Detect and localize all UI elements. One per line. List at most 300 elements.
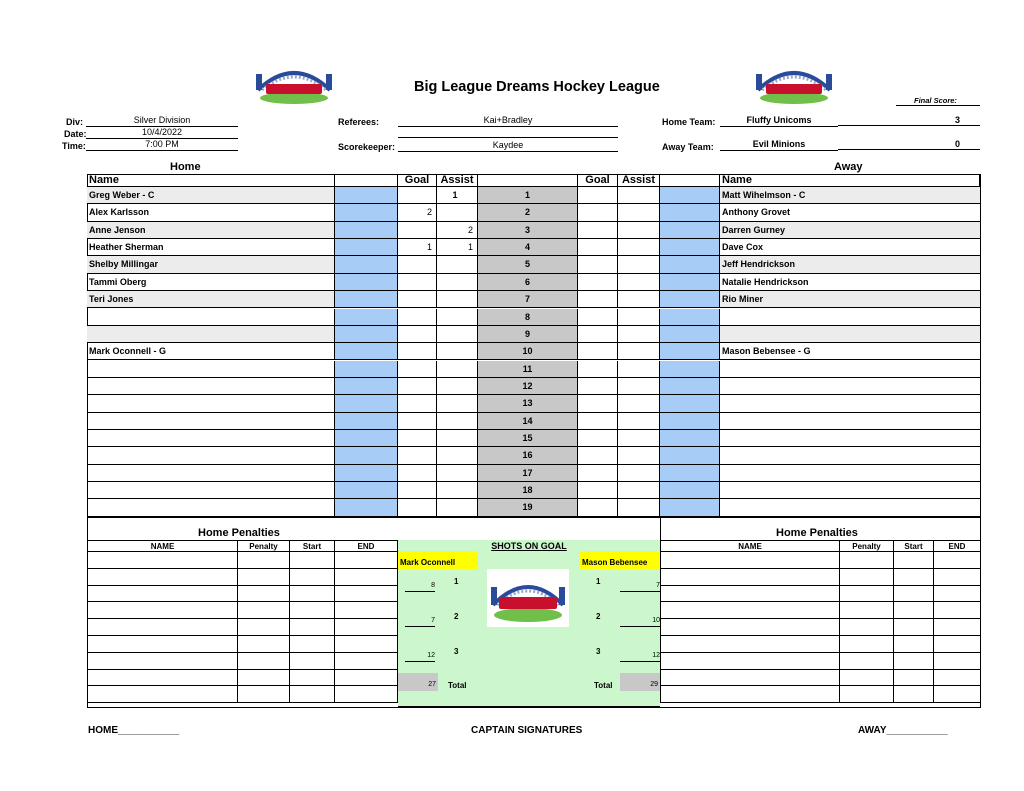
home-period-label: 3 (454, 647, 459, 656)
page-title: Big League Dreams Hockey League (414, 79, 660, 95)
player-number: 17 (478, 465, 578, 482)
home-player-name (87, 378, 335, 395)
away-blue-cell (660, 204, 720, 221)
away-team-value: Evil Minions (720, 139, 838, 151)
home-goal-value (398, 309, 437, 326)
left-penalty-cell (290, 670, 335, 687)
player-number: 6 (478, 274, 578, 291)
away-blue-cell (660, 274, 720, 291)
right-penalty-cell (934, 636, 981, 653)
home-goal-value (398, 187, 437, 204)
home-assist-value (437, 361, 478, 378)
right-penalty-cell (894, 636, 934, 653)
right-penalty-cell (934, 602, 981, 619)
player-number: 1 (478, 187, 578, 204)
home-player-name: Anne Jenson (87, 222, 335, 239)
player-number: 3 (478, 222, 578, 239)
home-assist-value (437, 326, 478, 343)
left-penalty-cell (238, 653, 290, 670)
home-blue-cell (335, 343, 398, 360)
left-penalty-cell (290, 619, 335, 636)
away-assist-value (618, 447, 660, 464)
home-goal-value: 2 (398, 204, 437, 221)
home-assist-value (437, 291, 478, 308)
number-header (478, 174, 578, 187)
league-logo-right (752, 60, 836, 106)
away-goal-value (578, 204, 618, 221)
left-penalty-cell (87, 552, 238, 569)
right-penalty-header-0: NAME (660, 540, 840, 552)
away-total-label: Total (594, 681, 613, 690)
home-blue-cell (335, 378, 398, 395)
home-assist-value (437, 430, 478, 447)
player-number: 16 (478, 447, 578, 464)
div-value: Silver Division (86, 115, 238, 127)
league-logo-left (252, 60, 336, 106)
away-player-name: Jeff Hendrickson (720, 256, 981, 273)
right-penalty-cell (840, 653, 894, 670)
left-penalty-cell (238, 670, 290, 687)
away-player-name (720, 499, 981, 516)
right-penalty-cell (840, 569, 894, 586)
home-goal-value (398, 378, 437, 395)
right-penalty-cell (840, 670, 894, 687)
away-goal-value (578, 465, 618, 482)
referees-label: Referees: (338, 117, 380, 127)
away-player-name: Natalie Hendrickson (720, 274, 981, 291)
home-goal-value (398, 499, 437, 516)
home-goal-value (398, 447, 437, 464)
home-player-name: Tammi Oberg (87, 274, 335, 291)
away-blue-cell (660, 239, 720, 256)
home-blue-cell (335, 309, 398, 326)
left-penalty-cell (335, 653, 398, 670)
home-blue-cell (335, 413, 398, 430)
home-team-value: Fluffy Unicoms (720, 115, 838, 127)
home-shots-total: 27 (398, 673, 438, 691)
home-player-name (87, 430, 335, 447)
home-blue-cell (335, 204, 398, 221)
away-goal-value (578, 395, 618, 412)
home-blue-cell (335, 222, 398, 239)
home-assist-value: 2 (437, 222, 478, 239)
away-player-name: Mason Bebensee - G (720, 343, 981, 360)
shots-logo (487, 569, 569, 627)
home-goal-value (398, 256, 437, 273)
referees-value: Kai+Bradley (398, 115, 618, 127)
left-penalty-cell (87, 569, 238, 586)
right-penalty-cell (894, 602, 934, 619)
away-blue-cell (660, 395, 720, 412)
home-assist-value (437, 465, 478, 482)
away-shots-total: 29 (620, 673, 660, 691)
right-penalty-cell (894, 670, 934, 687)
right-penalty-cell (660, 686, 840, 703)
home-player-name (87, 395, 335, 412)
away-player-name: Dave Cox (720, 239, 981, 256)
captain-signatures-label: CAPTAIN SIGNATURES (471, 725, 583, 736)
away-blue-cell (660, 499, 720, 516)
away-player-name: Rio Miner (720, 291, 981, 308)
away-period-label: 3 (596, 647, 601, 656)
player-number: 11 (478, 361, 578, 378)
away-goal-value (578, 291, 618, 308)
left-penalty-cell (238, 552, 290, 569)
right-penalty-cell (934, 653, 981, 670)
left-penalty-cell (335, 636, 398, 653)
away-player-name (720, 465, 981, 482)
away-player-name: Anthony Grovet (720, 204, 981, 221)
home-player-name: Teri Jones (87, 291, 335, 308)
home-player-name (87, 413, 335, 430)
home-player-name: Heather Sherman (87, 239, 335, 256)
away-player-name: Matt Wihelmson - C (720, 187, 981, 204)
player-number: 18 (478, 482, 578, 499)
left-penalty-cell (335, 670, 398, 687)
right-penalty-cell (894, 552, 934, 569)
left-penalty-header-1: Penalty (238, 540, 290, 552)
home-assist-value (437, 395, 478, 412)
away-blue-cell (660, 343, 720, 360)
home-assist-value (437, 378, 478, 395)
player-number: 7 (478, 291, 578, 308)
left-penalty-cell (335, 552, 398, 569)
right-penalty-header-3: END (934, 540, 981, 552)
home-blue-cell (335, 187, 398, 204)
away-player-name (720, 361, 981, 378)
away-goal-value (578, 378, 618, 395)
right-penalty-cell (934, 619, 981, 636)
left-penalty-header-0: NAME (87, 540, 238, 552)
away-player-name (720, 309, 981, 326)
time-value: 7:00 PM (86, 139, 238, 151)
away-shots-value: 7 (620, 581, 660, 592)
away-goal-value (578, 309, 618, 326)
home-assist-value: 1 (437, 187, 478, 204)
left-penalty-cell (87, 636, 238, 653)
right-penalty-cell (894, 619, 934, 636)
away-goal-value (578, 256, 618, 273)
left-penalty-header-2: Start (290, 540, 335, 552)
right-penalty-cell (840, 686, 894, 703)
away-player-name: Darren Gurney (720, 222, 981, 239)
home-period-label: 1 (454, 577, 459, 586)
right-penalty-header-1: Penalty (840, 540, 894, 552)
home-name-header: Name (87, 174, 335, 187)
left-penalty-cell (87, 686, 238, 703)
away-assist-value (618, 430, 660, 447)
right-penalty-cell (840, 636, 894, 653)
player-number: 12 (478, 378, 578, 395)
away-assist-value (618, 465, 660, 482)
right-penalty-cell (894, 569, 934, 586)
home-blue-cell (335, 239, 398, 256)
player-number: 4 (478, 239, 578, 256)
home-goal-value (398, 274, 437, 291)
player-number: 5 (478, 256, 578, 273)
home-assist-value (437, 274, 478, 291)
left-penalty-cell (290, 602, 335, 619)
player-number: 15 (478, 430, 578, 447)
away-name-header: Name (720, 174, 980, 187)
home-penalties-title-right: Home Penalties (776, 527, 858, 539)
right-penalty-cell (894, 686, 934, 703)
home-blue-cell (335, 274, 398, 291)
home-shots-value: 8 (405, 581, 435, 592)
away-assist-header: Assist (618, 174, 660, 187)
home-period-label: 2 (454, 612, 459, 621)
away-goal-value (578, 222, 618, 239)
home-goal-value (398, 395, 437, 412)
away-blue-cell (660, 222, 720, 239)
div-label: Div: (66, 117, 84, 127)
final-score-label: Final Score: (914, 96, 957, 105)
right-penalty-cell (934, 586, 981, 603)
left-penalty-cell (238, 619, 290, 636)
home-blue-cell (335, 326, 398, 343)
time-label: Time: (62, 141, 86, 151)
home-goal-value (398, 222, 437, 239)
away-assist-value (618, 204, 660, 221)
away-assist-value (618, 361, 660, 378)
away-blue-cell (660, 430, 720, 447)
away-goal-value (578, 326, 618, 343)
away-goal-value (578, 447, 618, 464)
away-assist-value (618, 187, 660, 204)
home-goal-value (398, 291, 437, 308)
left-penalty-cell (290, 653, 335, 670)
home-player-name (87, 465, 335, 482)
away-goal-value (578, 187, 618, 204)
player-number: 13 (478, 395, 578, 412)
away-blue-cell (660, 482, 720, 499)
home-blue-cell (335, 430, 398, 447)
right-penalty-cell (894, 653, 934, 670)
away-player-name (720, 326, 981, 343)
right-penalty-header-2: Start (894, 540, 934, 552)
away-shots-value: 10 (620, 616, 660, 627)
shots-title: SHOTS ON GOAL (491, 541, 567, 551)
home-shots-value: 7 (405, 616, 435, 627)
left-penalty-cell (87, 619, 238, 636)
home-goal-value: 1 (398, 239, 437, 256)
away-player-name (720, 447, 981, 464)
away-assist-value (618, 291, 660, 308)
home-blue-cell (335, 482, 398, 499)
left-penalty-cell (87, 586, 238, 603)
home-blue-cell (335, 447, 398, 464)
left-penalty-cell (87, 602, 238, 619)
right-penalty-cell (660, 670, 840, 687)
away-assist-value (618, 274, 660, 291)
away-assist-value (618, 378, 660, 395)
left-penalty-cell (335, 586, 398, 603)
right-penalty-cell (894, 586, 934, 603)
right-penalty-cell (660, 586, 840, 603)
away-assist-value (618, 239, 660, 256)
away-assist-value (618, 222, 660, 239)
right-penalty-cell (934, 670, 981, 687)
home-blue-cell (335, 361, 398, 378)
home-goalie-name: Mark Oconnell (398, 551, 478, 569)
player-number: 10 (478, 343, 578, 360)
home-goal-value (398, 343, 437, 360)
left-penalty-cell (290, 586, 335, 603)
right-penalty-cell (934, 552, 981, 569)
right-penalty-cell (934, 569, 981, 586)
home-blue-cell (335, 499, 398, 516)
away-assist-value (618, 499, 660, 516)
away-assist-value (618, 413, 660, 430)
home-shots-value: 12 (405, 651, 435, 662)
away-blue-cell (660, 378, 720, 395)
home-player-name (87, 309, 335, 326)
home-goal-value (398, 413, 437, 430)
right-penalty-cell (660, 619, 840, 636)
home-signature: HOME___________ (88, 725, 180, 736)
home-goal-value (398, 361, 437, 378)
home-roster-title: Home (170, 161, 201, 173)
home-assist-header: Assist (437, 174, 478, 187)
home-goal-header: Goal (398, 174, 437, 187)
right-penalty-cell (660, 569, 840, 586)
left-penalty-cell (238, 569, 290, 586)
left-penalty-cell (87, 670, 238, 687)
away-shots-value: 12 (620, 651, 660, 662)
penalty-divider (660, 518, 661, 540)
left-penalty-cell (335, 619, 398, 636)
home-blank-header (335, 174, 398, 187)
home-blue-cell (335, 395, 398, 412)
away-goal-header: Goal (578, 174, 618, 187)
away-blue-cell (660, 465, 720, 482)
player-number: 14 (478, 413, 578, 430)
away-blue-cell (660, 309, 720, 326)
away-score: 0 (838, 139, 980, 150)
away-goal-value (578, 343, 618, 360)
right-penalty-cell (934, 686, 981, 703)
scorekeeper-label: Scorekeeper: (338, 142, 396, 152)
home-assist-value (437, 204, 478, 221)
left-penalty-cell (290, 569, 335, 586)
away-blue-cell (660, 326, 720, 343)
home-penalties-title-left: Home Penalties (198, 527, 280, 539)
home-assist-value (437, 447, 478, 464)
home-player-name (87, 499, 335, 516)
away-period-label: 1 (596, 577, 601, 586)
home-assist-value (437, 309, 478, 326)
away-period-label: 2 (596, 612, 601, 621)
away-signature: AWAY___________ (858, 725, 948, 736)
right-penalty-cell (660, 653, 840, 670)
scorekeeper-value: Kaydee (398, 140, 618, 152)
home-assist-value (437, 482, 478, 499)
home-player-name (87, 482, 335, 499)
home-player-name: Greg Weber - C (87, 187, 335, 204)
left-penalty-cell (335, 569, 398, 586)
home-goal-value (398, 430, 437, 447)
away-goal-value (578, 239, 618, 256)
away-team-label: Away Team: (662, 142, 714, 152)
away-assist-value (618, 395, 660, 412)
home-goal-value (398, 326, 437, 343)
home-assist-value (437, 499, 478, 516)
left-penalty-cell (335, 602, 398, 619)
away-player-name (720, 395, 981, 412)
left-penalty-cell (238, 586, 290, 603)
left-penalty-cell (87, 653, 238, 670)
away-blue-cell (660, 187, 720, 204)
home-blue-cell (335, 256, 398, 273)
away-player-name (720, 430, 981, 447)
home-assist-value (437, 343, 478, 360)
player-number: 2 (478, 204, 578, 221)
left-penalty-cell (290, 552, 335, 569)
player-number: 8 (478, 309, 578, 326)
away-assist-value (618, 326, 660, 343)
away-player-name (720, 413, 981, 430)
left-penalty-cell (335, 686, 398, 703)
right-penalty-cell (840, 552, 894, 569)
player-number: 9 (478, 326, 578, 343)
home-player-name (87, 326, 335, 343)
left-penalty-cell (238, 636, 290, 653)
home-player-name: Mark Oconnell - G (87, 343, 335, 360)
away-goal-value (578, 499, 618, 516)
away-blue-cell (660, 291, 720, 308)
left-penalty-header-3: END (335, 540, 398, 552)
right-penalty-cell (660, 602, 840, 619)
left-penalty-cell (290, 686, 335, 703)
away-goal-value (578, 413, 618, 430)
away-roster-title: Away (834, 161, 863, 173)
away-goal-value (578, 482, 618, 499)
right-penalty-cell (840, 619, 894, 636)
home-total-label: Total (448, 681, 467, 690)
left-penalty-cell (238, 686, 290, 703)
home-player-name: Alex Karlsson (87, 204, 335, 221)
away-player-name (720, 482, 981, 499)
left-penalty-cell (238, 602, 290, 619)
home-goal-value (398, 465, 437, 482)
right-penalty-cell (840, 586, 894, 603)
home-assist-value (437, 413, 478, 430)
away-assist-value (618, 256, 660, 273)
away-assist-value (618, 309, 660, 326)
home-player-name (87, 361, 335, 378)
left-penalty-cell (290, 636, 335, 653)
away-blue-cell (660, 256, 720, 273)
away-goal-value (578, 274, 618, 291)
away-player-name (720, 378, 981, 395)
right-penalty-cell (660, 552, 840, 569)
away-blue-cell (660, 361, 720, 378)
away-goal-value (578, 361, 618, 378)
right-penalty-cell (660, 636, 840, 653)
home-blue-cell (335, 465, 398, 482)
home-player-name (87, 447, 335, 464)
home-assist-value: 1 (437, 239, 478, 256)
away-blank-header (660, 174, 720, 187)
player-number: 19 (478, 499, 578, 516)
right-penalty-cell (840, 602, 894, 619)
away-goal-value (578, 430, 618, 447)
home-blue-cell (335, 291, 398, 308)
home-player-name: Shelby Millingar (87, 256, 335, 273)
away-assist-value (618, 482, 660, 499)
home-goal-value (398, 482, 437, 499)
away-blue-cell (660, 447, 720, 464)
